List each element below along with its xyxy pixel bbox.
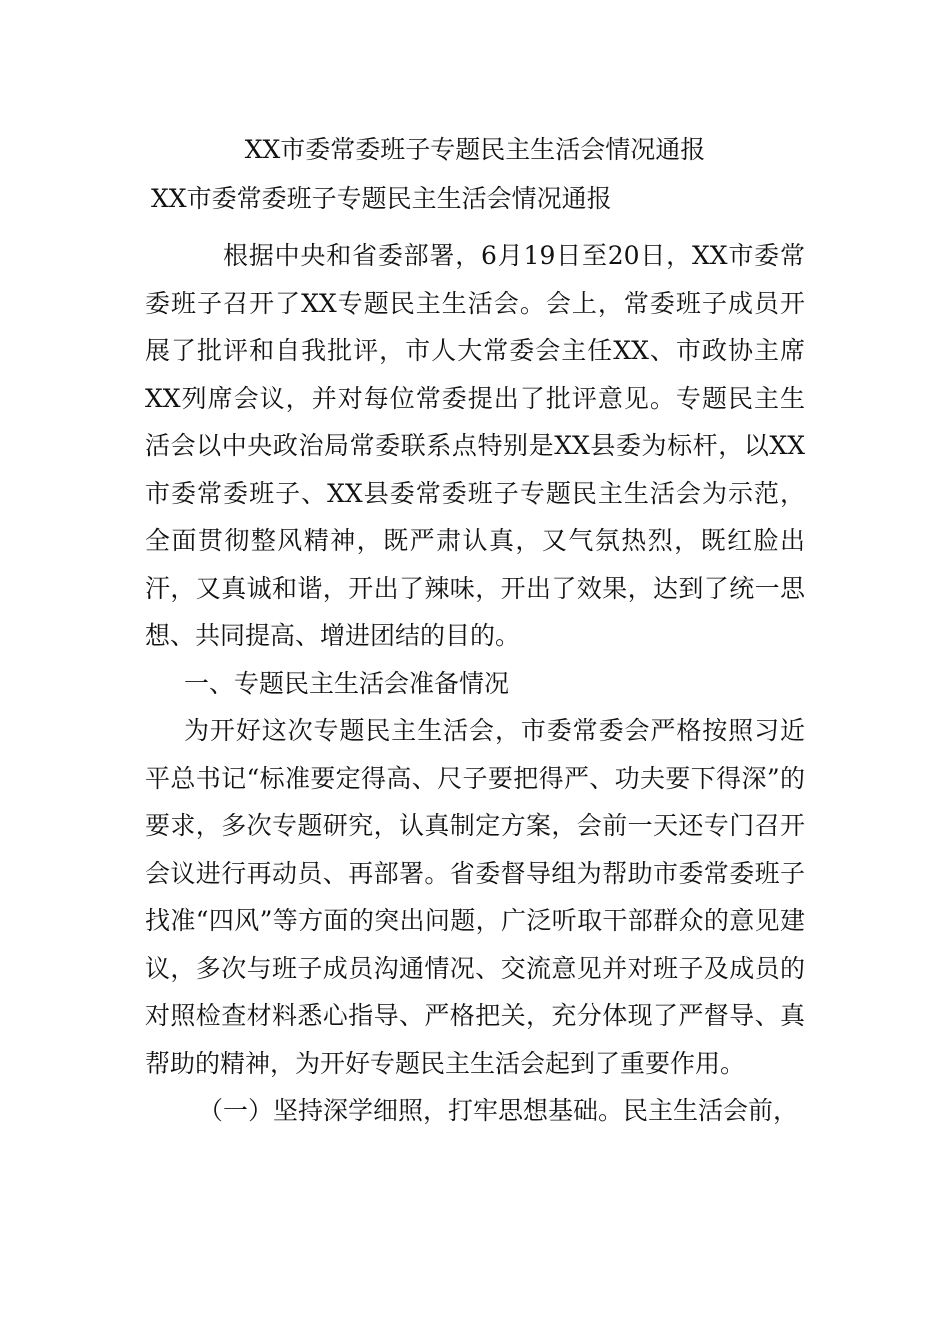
document-subtitle: XX市委常委班子专题民主生活会情况通报 bbox=[151, 184, 612, 213]
section-heading-preparation: 一、专题民主生活会准备情况 bbox=[184, 668, 510, 698]
paragraph-intro: 根据中央和省委部署，6月19日至20日，XX市委常委班子召开了XX专题民主生活会。会上，常委班子成员开展了批评和自我批评，市人大常委会主任XX、市政协主席XX列席会议，并对每位常委提出了批评意见。专题民主生活会以中央政治局常委联系点特别是XX县委为标杆，以XX市委常委班子、XX县委常委班子专题民主生活会为示范，全面贯彻整风精神，既严肃认真，又气氛热烈，既红脸出汗，又真诚和谐，开出了辣味，开出了效果，达到了统一思想、共同提高、增进团结的目的。 bbox=[145, 241, 805, 650]
paragraph-preparation: 为开好这次专题民主生活会，市委常委会严格按照习近平总书记“标准要定得高、尺子要把得严、功夫要下得深”的要求，多次专题研究，认真制定方案，会前一天还专门召开会议进行再动员、再部署。省委督导组为帮助市委常委班子找准“四风”等方面的突出问题，广泛听取干部群众的意见建议，多次与班子成员沟通情况、交流意见并对班子及成员的对照检查材料悉心指导、严格把关，充分体现了严督导、真帮助的精神，为开好专题民主生活会起到了重要作用。 bbox=[145, 716, 805, 1078]
paragraph-subsection-one: （一）坚持深学细照，打牢思想基础。民主生活会前， bbox=[198, 1096, 799, 1125]
document-title: XX市委常委班子专题民主生活会情况通报 bbox=[244, 135, 706, 164]
document-body bbox=[145, 232, 805, 1135]
